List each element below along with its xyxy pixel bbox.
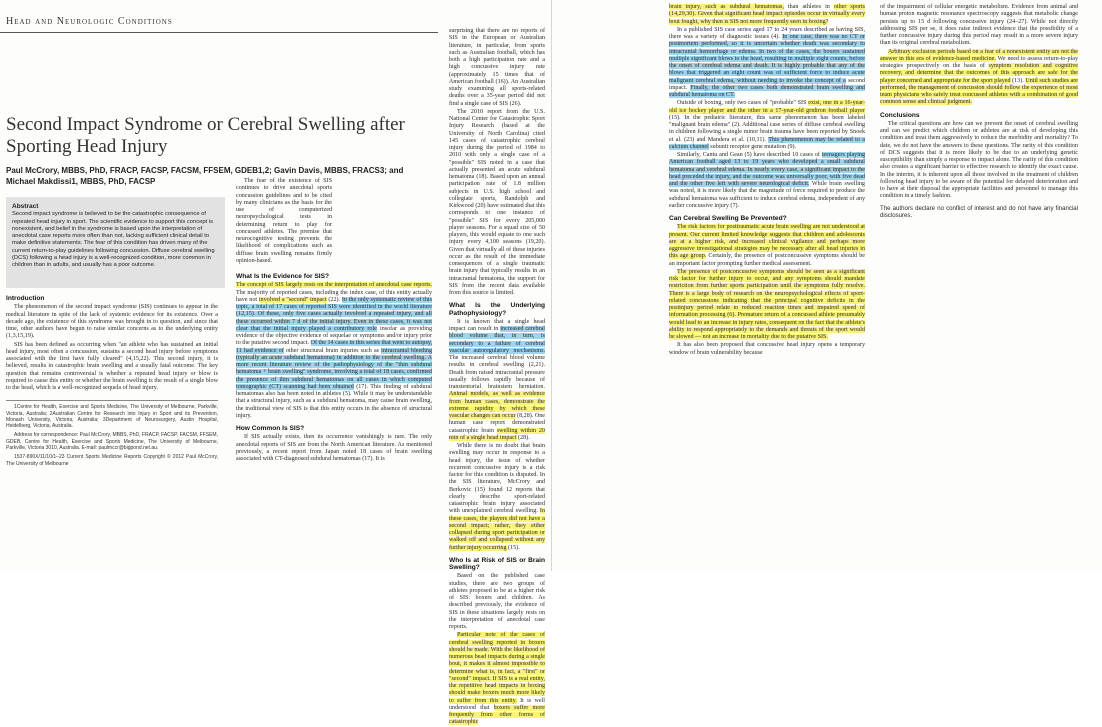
highlight-blue: intracranial bleeding (typically an acute subdural hematoma) in addition to the cerebral swelling. A more recent literature review of the pathophysiology of the "thin subdural hematoma + brain swelling" syndrome, involving a total of 18 cases, confirmed the presence of thin subdural hematomas on all cases in which computed tomographic (CT) scanning had been obtained [236, 347, 432, 390]
pathophysiology-heading: What Is the Underlying Pathophysiology? [449, 302, 545, 317]
paragraph: It is known that a single head impact can result in increased cerebral blood volume that, in turn, is secondary to a failure of cerebral vascular autoregulatory mechanisms. The increased cerebral blood volume results in cerebral swelling (2,21). Death from raised intracranial pressure usually follows rapidly because of transtentorial brainstem herniation. Animal models, as well as evidence from human cases, demonstrate the extreme rapidity by which these vascular changes can occur (8,28). One human case report demonstrated catastrophic brain swelling within 20 min of a single head impact (28). [449, 318, 545, 441]
paragraph: Based on the published case studies, there are two groups of athletes proposed to be at a higher risk of SIS: boxers and children. As described previously, the evidence of SIS in these situations largely rests on the interpretation of anecdotal case reports. [449, 573, 545, 630]
page-left [0, 0, 551, 726]
introduction-heading: Introduction [6, 295, 45, 302]
highlight-blue: In the only systematic review of this topic, a total of 17 cases of reported SIS were identified in the world literature (12,15). Of these, only five cases actually involved a repeated injury, and all these occurred within 7 d of the initial injury. Even in these cases, it was not clear that the initial injury played a contributory role [236, 296, 432, 332]
column-right [449, 28, 545, 726]
highlight-blue: teenagers playing American football aged 13 to 19 years who developed a small subdural hematoma and cerebral edema. In nearly every case, a significant impact to the head preceded the injury, and the outcome was universally poor, with five dead and the other five left with severe neurological deficit. [669, 152, 865, 187]
abstract-box [6, 197, 225, 288]
evidence-heading: What Is the Evidence for SIS? [236, 273, 330, 280]
highlight-yellow: The risk factors for posttraumatic acute brain swelling are not understood at present. Our current limited knowledge suggests that children and adolescents are at a higher risk, and increased clinical vigilance and perhaps more aggressive investigational strategies may be necessary after all head injuries in this age group. [669, 224, 865, 260]
highlight-yellow: swelling within 20 min of a single head impact [449, 427, 545, 441]
paragraph: The 2010 report from the U.S. National Center for Catastrophic Sport Injury Research (based at the University of North Carolina) cited 145 cases of catastrophic cerebral injury during the period of 1984 to 2010 with only a single case of a "possible" SIS noted in a case that actually presented an acute subdural hematoma (18). Based upon an annual participation rate of 1.8 million subjects in U.S. high school and collegiate sports, Randolph and Kirkwood (20) have estimated that this corresponds to one instance of "possible" SIS for every 205,000 player seasons. For a squad size of 50 players, this would equate to one such injury every 4,100 seasons (19,20). Given that virtually all of these injuries occur as the result of the immediate consequences of a single traumatic brain injury that typically results in an intracranial hematoma, the support for SIS from the recent data available from this source is limited. [449, 108, 545, 296]
page-right [551, 0, 1102, 571]
highlight-blue: This phenomenon may be related to a calcium channel [669, 136, 865, 150]
paragraph: brain injury, such as subdural hematomas, than athletes in other sports (14,29,30). Given that significant head impact episodes occur in virtually every bout fought, why then is SIS not more frequently seen in boxing? [669, 4, 865, 25]
header-rule [0, 32, 438, 33]
paragraph: The risk factors for posttraumatic acute brain swelling are not understood at present. Our current limited knowledge suggests that children and adolescents are at a higher risk, and increased clinical vigilance and perhaps more aggressive investigational strategies may be necessary after all head injuries in this age group. Certainly, the presence of postconcussive symptoms should be an important factor prompting further medical assessment. [669, 224, 865, 267]
highlight-yellow: symptom resolution and cognitive recovery, and determine that the outcomes of this approach are safe for the player concerned and appropriate for the sport played [880, 63, 1078, 84]
paragraph: It has also been proposed that concussive head injury opens a temporary window of brain vulnerability because [669, 342, 865, 356]
highlight-yellow: other sports (14,29,30). Given that significant head impact episodes occur in virtually every bout fought, why then is SIS not more frequently seen in boxing? [669, 4, 865, 25]
paragraph: The phenomenon of the second impact syndrome (SIS) continues to appear in the medical literature in spite of the lack of systemic evidence for its existence. Over a decade ago, the existence of this syndrome was brought in to question, and since that time, other authors have begun to raise similar concerns as to the underlying entity (1,3,15,19). [6, 304, 218, 340]
paragraph: surprising that there are no reports of SIS in the European or Australian literature, in particular, from sports such as Australian football, which has both a high participation rate and a high concussive injury rate (approximately 15 times that of American football (16)). An Australian study examining all sports-related deaths over a 35-year period did not find a single case of SIS (26). [449, 28, 545, 107]
highlight-blue: In one case, there was no CT or postmortem performed, so it is uncertain whether death was secondary to intracranial hemorrhage or edema. In two of the cases, the boxers sustained multiple significant blows to the head, resulting in multiple eight counts, before the onset of cerebral edema and death. It is highly probable that any of the blows that triggered an eight count was of sufficient force to induce acute malignant cerebral edema, without needing to invoke the concept of a [669, 34, 865, 84]
author-list: Paul McCrory, MBBS, PhD, FRACP, FACSP, FACSM, FFSEM, GDEB1,2; Gavin Davis, MBBS, FRACS3; and Michael Makdissi1, MBBS, PhD, FACSP [6, 166, 404, 186]
paragraph: While there is no doubt that brain swelling may occur in response to a head injury, the issue of whether recurrent concussive injury is a risk factor for this condition is disputed. In the SIS literature, McCrory and Berkovic (15) found 12 reports that clearly describe sport-related catastrophic brain injury associated with unexplained cerebral swelling. In these cases, the players did not have a second impact; rather, they either collapsed during sport participation or walked off and collapsed without any further injury occurring (15). [449, 443, 545, 551]
column-left [6, 290, 218, 571]
footnote-address: Address for correspondence: Paul McCrory, MBBS, PhD, FRACP, FACSP, FACSM, FFSEM, GDEB, Centre for Health, Exercise and Sports Medicine, The University of Melbourne, Parkville, Victoria 3010, Australia. E-mail: paulmccr@bigpond.net.au. [6, 432, 218, 452]
highlight-yellow: In these cases, the players did not have a second impact; rather, they either collapsed during sport participation or walked off and collapsed without any further injury occurring [449, 508, 545, 551]
paragraph [669, 269, 865, 342]
highlight-yellow: Particular note of the cases of cerebral swelling reported in boxers should be made. With the likelihood of numerous head impacts during a single bout, it makes it almost impossible to determine what is, in fact, a "first" or "second" impact. If SIS is a real entity, the repetitive head impacts in boxing should make boxers much more likely to suffer from this entity. [449, 632, 545, 704]
highlight-yellow: The presence of postconcussive symptoms should be seen as a significant risk factor for further injury to occur, and any symptoms should mandate restriction from further sports participation until the symptoms fully resolve. There is a large body of research on the neuropsychological effects of sport-related concussions indicating that the principal cognitive deficits in the postinjury period relate to reduced reaction times and impaired speed of information processing (6). Premature return of a concussed athlete presumably would lead to an increase in injury rates, consequent on the fact that the athlete's ability to respond appropriately to the demands and threats of the sport would be slowed — not an increase in mortality due to the putative SIS. [669, 268, 865, 340]
abstract-heading: Abstract [12, 203, 39, 210]
paragraph: SIS has been defined as occurring when "an athlete who has sustained an initial head injury, most often a concussion, sustains a second head injury before symptoms associated with the first have fully cleared" (4,15,22). This second injury, it is believed, results in catastrophic brain swelling and a usually fatal outcome. The key question that remains controversial is whether a repeated head injury or blow is required to cause this entity or whether the brain swelling is the result of a single blow to the head, which is a well-recognized sequela of head injury. [6, 341, 218, 391]
paragraph: In a published SIS case series aged 17 to 24 years described as having SIS, there was a variety of diagnostic issues (4). In one case, there was no CT or postmortem performed, so it is uncertain whether death was secondary to intracranial hemorrhage or edema. In two of the cases, the boxers sustained multiple significant blows to the head, resulting in multiple eight counts, before the onset of cerebral edema and death. It is highly probable that any of the blows that triggered an eight count was of sufficient force to induce acute malignant cerebral edema, without needing to invoke the concept of a second impact. Finally, the other two cases both demonstrated brain swelling and subdural hematoma on CT. [669, 26, 865, 98]
col-a-intro [236, 178, 332, 266]
highlight-yellow: Animal models, as well as evidence from human cases, demonstrate the extreme rapidity by which these vascular changes can occur [449, 391, 545, 419]
highlight-yellow: involved a "second" impact [258, 296, 327, 303]
paragraph: The fear of the existence of SIS continues to drive anecdotal sports concussion guidelines and to be cited by many clinicians as the basis for the use of computerized neuropsychological tests in determining return to play for concussed athletes. The premise that neurocognitive testing prevents the likelihood of complications such as diffuse brain swelling remains firmly opinion-based. [236, 178, 332, 264]
highlight-yellow: brain injury, such as subdural hematomas, [669, 4, 784, 10]
paragraph: Outside of boxing, only two cases of "probable" SIS exist, one in a 16-year-old ice hockey player and the other in a 17-year-old gridiron football player (15). In the pediatric literature, this same phenomenon has been labeled "malignant brain edema" (2). Additional case series of diffuse cerebral swelling in children following a single minor brain trauma have been reported by Snoek et al. (23) and Mandera et al. (10,11). This phenomenon may be related to a calcium channel subunit receptor gene mutation (9). [669, 100, 865, 150]
paragraph: If SIS actually exists, then its occurrence vanishingly is rare. The only anecdotal reports of SIS are from the North American literature. As mentioned previously, a recent report from Japan noted 18 cases of brain swelling associated with CT-diagnosed subdural hematomas (17). It is [236, 434, 432, 462]
highlight-yellow: Until such studies are performed, the management of concussion should follow the experience of most team physicians who safely treat concussed athletes with a combination of good common sense and clinical judgment. [880, 77, 1079, 106]
highlight-blue: increased cerebral blood volume that, in turn, is secondary to a failure of cerebral vascular autoregulatory mechanisms. [449, 326, 545, 354]
article-title: Second Impact Syndrome or Cerebral Swelling after Sporting Head Injury [6, 114, 405, 157]
conclusions-heading: Conclusions [880, 111, 920, 119]
paragraph: Arbitrary exclusion periods based on a fear of a nonexistent entity are not the answer in this era of evidence-based medicine. We need to assess return-to-play strategies prospectively on the basis of symptom resolution and cognitive recovery, and determine that the outcomes of this approach are safe for the player concerned and appropriate for the sport played (13). Until such studies are performed, the management of concussion should follow the experience of most team physicians who safely treat concussed athletes with a combination of good common sense and clinical judgment. [880, 48, 1079, 106]
column-page2-left [669, 4, 865, 571]
running-head: Head and Neurologic Conditions [6, 16, 173, 27]
highlight-yellow: Arbitrary exclusion periods based on a fear of a nonexistent entity are not the answer in this era of evidence-based medicine. [880, 48, 1078, 62]
highlight-yellow: The concept of SIS largely rests on the interpretation of anecdotal case reports. [236, 282, 432, 289]
footnote-copyright: 1537-890X/11/10/1–23 Current Sports Medicine Reports Copyright © 2012 Paul McCrory, The University of Melbourne [6, 454, 218, 467]
column-middle [236, 268, 432, 571]
highlight-blue: Finally, the other two cases both demonstrated brain swelling and subdural hematoma on CT. [669, 84, 865, 98]
how-common-heading: How Common Is SIS? [236, 425, 305, 432]
highlight-blue: Of the 14 cases in this series that went to autopsy, 11 had evidence of [236, 340, 432, 354]
highlight-yellow: exist, one in a 16-year-old ice hockey player and the other in a 17-year-old gridiron football player [669, 100, 865, 114]
disclosure: The authors declare no conflict of interest and do not have any financial disclosures. [880, 204, 1078, 219]
paragraph: of the impairment of cellular energetic metabolism. Evidence from animal and human proton magnetic resonance spectroscopy suggests that metabolic change persists up to 15 d following concussive injury (24–27). While not directly addressing SIS per se, it does raise indirect evidence that the possibility of a further concussive injury during this period may result in a more severe injury than its original cerebral metabolism. [880, 4, 1078, 47]
paragraph: Particular note of the cases of cerebral swelling reported in boxers should be made. With the likelihood of numerous head impacts during a single bout, it makes it almost impossible to determine what is, in fact, a "first" or "second" impact. If SIS is a real entity, the repetitive head impacts in boxing should make boxers much more likely to suffer from this entity. It is well understood that boxers suffer more frequently from other forms of catastrophic [449, 632, 545, 726]
prevention-heading: Can Cerebral Swelling Be Prevented? [669, 215, 787, 222]
paragraph: Similarly, Cantu and Gean (5) have described 10 cases of teenagers playing American football aged 13 to 19 years who developed a small subdural hematoma and cerebral edema. In nearly every case, a significant impact to the head preceded the injury, and the outcome was universally poor, with five dead and the other five left with severe neurological deficit. While brain swelling was noted, it is more likely that the magnitude of force required to produce the subdural hematoma was sufficient to induce cerebral edema, independent of any earlier concussive injury (7). [669, 152, 865, 209]
abstract-text: Second impact syndrome is believed to be the catastrophic consequence of repeated head injury in sport. The scientific evidence to support this concept is nonexistent, and belief in the syndrome is based upon the interpretation of anecdotal case reports more often than not, lacking sufficient clinical detail to make definitive statements. The fear of this condition has driven many of the current return-to-play guidelines following concussion. Diffuse cerebral swelling (DCS) following a head injury is a well-recognized condition, more common in children than in adults, and usually has a poor outcome. [12, 211, 215, 269]
risk-heading: Who Is at Risk of SIS or Brain Swelling? [449, 556, 545, 571]
evidence-paragraph: The concept of SIS largely rests on the interpretation of anecdotal case reports. The majority of reported cases, including the index case, of this entity actually have not involved a "second" impact (22). In the only systematic review of this topic, a total of 17 cases of reported SIS were identified in the world literature (12,15). Of these, only five cases actually involved a repeated injury, and all these occurred within 7 d of the initial injury. Even in these cases, it was not clear that the initial injury played a contributory role insofar as providing evidence of the objective evidence of sequelae or symptoms and/or injury prior to the putative second impact. Of the 14 cases in this series that went to autopsy, 11 had evidence of other structural brain injuries such as intracranial bleeding (typically an acute subdural hematoma) in addition to the cerebral swelling. A more recent literature review of the pathophysiology of the "thin subdural hematoma + brain swelling" syndrome, involving a total of 18 cases, confirmed the presence of thin subdural hematomas on all cases in which computed tomographic (CT) scanning had been obtained (17). This finding of subdural hematomas also has been noted in athletes (5). While it may be understandable that a structural injury, such as a subdural hematoma, may cause brain swelling, the traditional view of SIS is that this entity occurs in the absence of structural injury. [236, 282, 432, 419]
footnote-affiliations: 1Centre for Health, Exercise and Sports Medicine, The University of Melbourne, Parkville, Victoria, Australia; 2Australian Centre for Research into Injury in Sport and its Prevention, Monash University, Victoria, Australia; 3Department of Neurosurgery, Austin Hospital, Heidelberg, Victoria, Australia. [6, 404, 218, 430]
highlight-yellow: boxers suffer more frequently from other forms of catastrophic [449, 704, 545, 726]
column-page2-right [880, 4, 1078, 571]
footnotes [6, 400, 218, 467]
paragraph: The critical questions are how can we prevent the onset of cerebral swelling and can we predict which children or athletes are at risk of developing this condition and treat them aggressively to reduce the morbidity and mortality? To date, we do not have the answers to these questions. The rarity of this condition of DCS suggests that it is more likely to be due to an underlying genetic susceptibility than simply a response to impact alone. The rarity of this condition also creates a significant barrier to effective research to identify the exact cause. In the interim, it is inherent upon all those involved in the treatment of children following head injury to be aware of the potential for delayed deterioration and to have at their disposal the appropriate facilities and personnel to manage this condition in a timely fashion. [880, 120, 1078, 200]
